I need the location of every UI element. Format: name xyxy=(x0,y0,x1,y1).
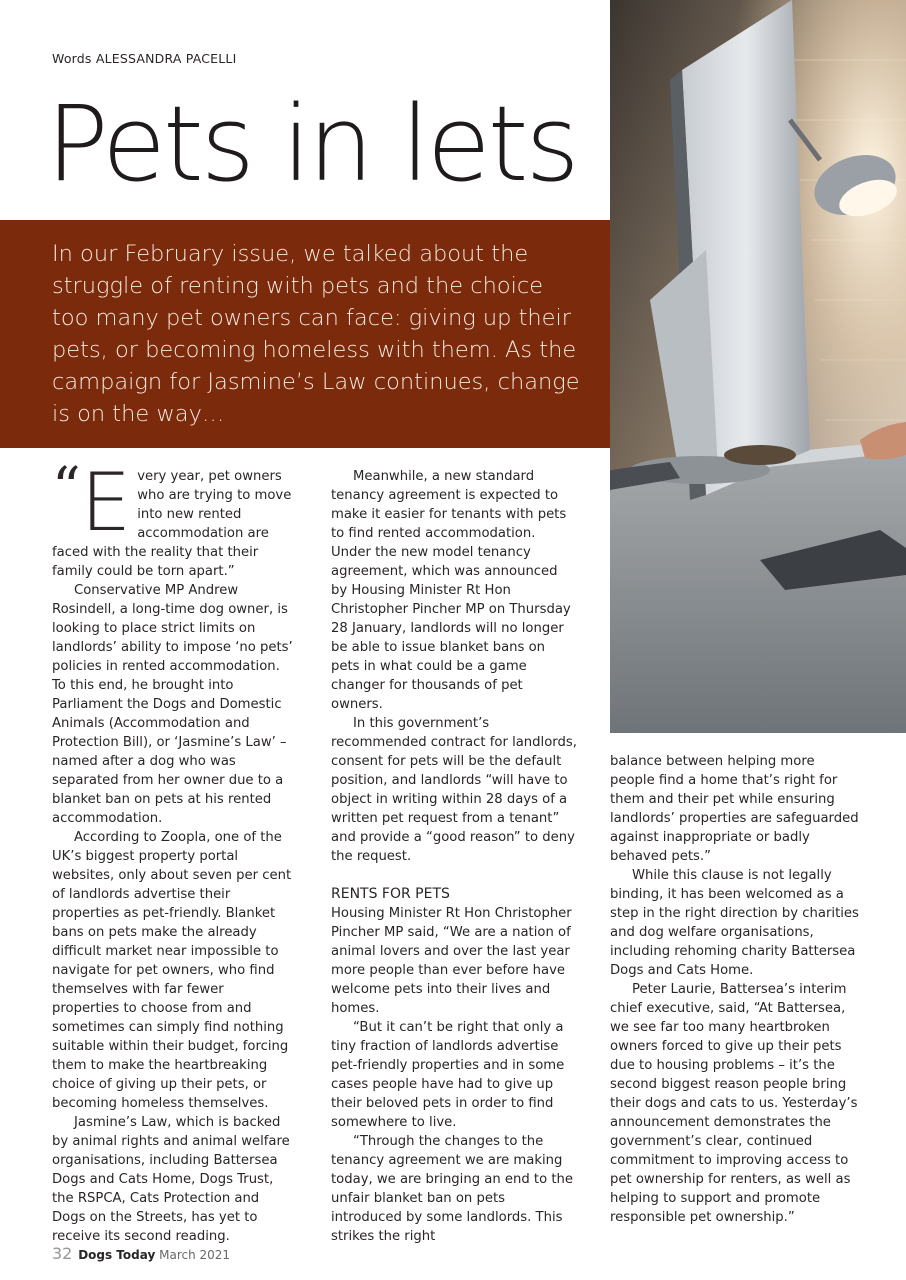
byline: Words ALESSANDRA PACELLI xyxy=(52,51,237,66)
article-column-3 xyxy=(610,752,860,1227)
article-column-1 xyxy=(52,456,294,1246)
article-paragraph: Housing Minister Rt Hon Christopher Pincher MP said, “We are a nation of animal lovers and over the last year more people than ever before have welcome pets into their lives and homes. xyxy=(331,906,572,1016)
article-paragraph: Peter Laurie, Battersea’s interim chief executive, said, “At Battersea, we see far too many heartbroken owners forced to give up their pets due to housing problems – it’s the second biggest reason people bring their dogs and cats to us. Yesterday’s announcement demonstrates the government’s clear, continued commitment to improving access to pet ownership for renters, as well as helping to support and promote responsible pet ownership.” xyxy=(610,982,858,1225)
desk-lamp-and-monitor-photo xyxy=(610,0,906,733)
issue-date: March 2021 xyxy=(159,1248,231,1262)
article-paragraph-text: very year, pet owners who are trying to move into new rented accommodation are faced with the reality that their family could be torn apart.” xyxy=(52,469,292,579)
page-number: 32 xyxy=(52,1244,73,1263)
article-column-2 xyxy=(331,467,577,1246)
article-paragraph: “But it can’t be right that only a tiny fraction of landlords advertise pet-friendly properties and in some cases people have had to give up their beloved pets in order to find somewhere to live. xyxy=(331,1020,565,1130)
article-paragraph xyxy=(52,456,294,581)
article-paragraph: While this clause is not legally binding, it has been welcomed as a step in the right direction by charities and dog welfare organisations, including rehoming charity Battersea Dogs and Cats Home. xyxy=(610,868,859,978)
standfirst-text: In our February issue, we talked about the struggle of renting with pets and the choice too many pet owners can face: giving up their pets, or becoming homeless with them. As the campaign for Jasmine’s Law continues, change is on the way… xyxy=(52,241,580,427)
article-paragraph: Conservative MP Andrew Rosindell, a long-time dog owner, is looking to place strict limits on landlords’ ability to impose ‘no pets’ policies in rented accommodation. To this end, he brought into Parliament the Dogs and Domestic Animals (Accommodation and Protection Bill), or ‘Jasmine’s Law’ – named after a dog who was separated from her owner due to a blanket ban on pets at his rented accommodation. xyxy=(52,583,293,826)
drop-cap: E xyxy=(80,456,132,549)
article-paragraph: balance between helping more people find a home that’s right for them and their pet while ensuring landlords’ properties are safeguarded against inappropriate or badly behaved pets.” xyxy=(610,754,859,864)
magazine-name: Dogs Today xyxy=(78,1248,156,1262)
article-paragraph: In this government’s recommended contract for landlords, consent for pets will be the default position, and landlords “will have to object in writing within 28 days of a written pet request from a tenant” and provide a “good reason” to deny the request. xyxy=(331,716,577,864)
article-paragraph: Meanwhile, a new standard tenancy agreement is expected to make it easier for tenants with pets to find rented accommodation. Under the new model tenancy agreement, which was announced by Housing Minister Rt Hon Christopher Pincher MP on Thursday 28 January, landlords will no longer be able to issue blanket bans on pets in what could be a game changer for thousands of pet owners. xyxy=(331,469,571,712)
page-title: Pets in lets xyxy=(46,83,577,205)
article-paragraph: According to Zoopla, one of the UK’s biggest property portal websites, only about seven per cent of landlords advertise their properties as pet-friendly. Blanket bans on pets make the already difficult market near impossible to navigate for pet owners, who find themselves with far fewer properties to choose from and sometimes can simply find nothing suitable within their budget, forcing them to make the heartbreaking choice of giving up their pets, or becoming homeless themselves. xyxy=(52,830,292,1111)
article-paragraph: Jasmine’s Law, which is backed by animal rights and animal welfare organisations, including Battersea Dogs and Cats Home, Dogs Trust, the RSPCA, Cats Protection and Dogs on the Streets, has yet to receive its second reading. xyxy=(52,1115,290,1244)
standfirst-box xyxy=(0,220,610,448)
page-footer xyxy=(52,1244,230,1263)
section-subheading: RENTS FOR PETS xyxy=(331,886,450,902)
opening-quote-mark: “ xyxy=(52,456,81,521)
article-paragraph: “Through the changes to the tenancy agreement we are making today, we are bringing an end to the unfair blanket ban on pets introduced by some landlords. This strikes the right xyxy=(331,1134,573,1244)
